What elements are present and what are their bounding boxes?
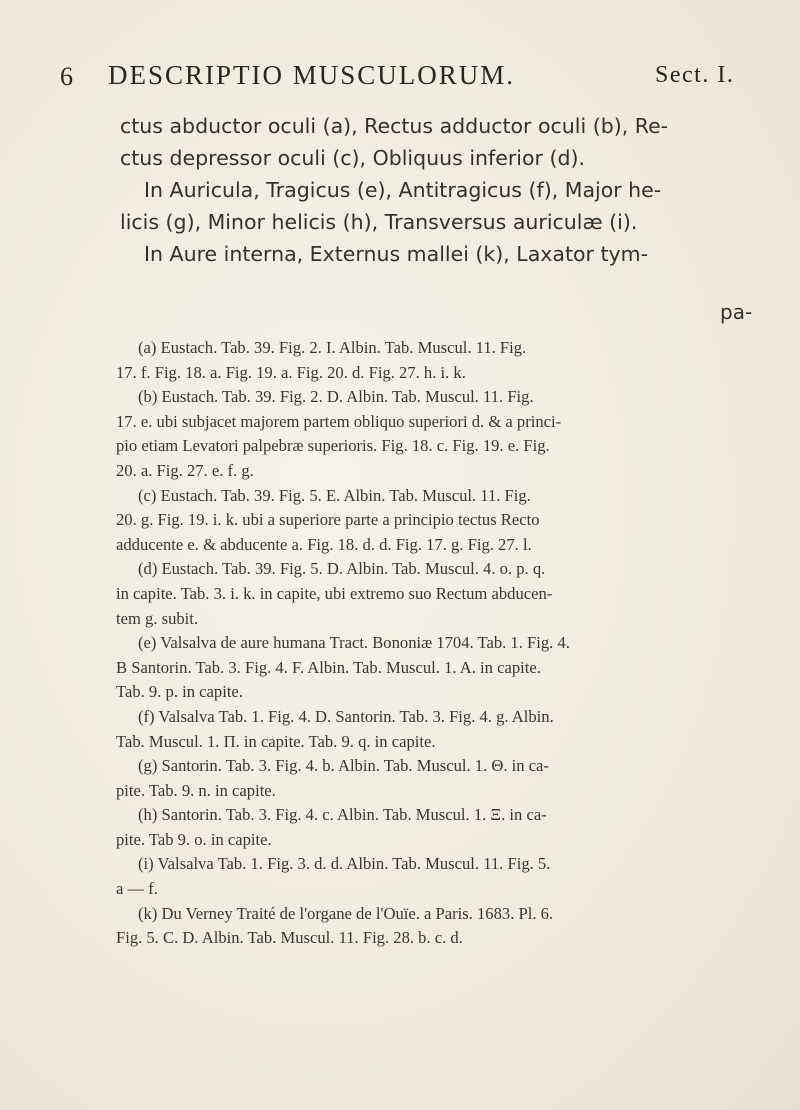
footnote-line: (k) Du Verney Traité de l'organe de l'Ouïe. a Paris. 1683. Pl. 6. (138, 903, 554, 923)
footnote-line: pio etiam Levatori palpebræ superioris. Fig. 18. c. Fig. 19. e. Fig. (116, 436, 550, 456)
body-line: ctus depressor oculi (c), Obliquus inferior (d). (120, 146, 585, 170)
footnote-line: (e) Valsalva de aure humana Tract. Bononiæ 1704. Tab. 1. Fig. 4. (138, 633, 570, 653)
footnote-line: (c) Eustach. Tab. 39. Fig. 5. E. Albin. Tab. Muscul. 11. Fig. (138, 485, 531, 505)
catchword: pa- (720, 300, 753, 324)
body-line: ctus abductor oculi (a), Rectus adductor oculi (b), Re- (120, 114, 669, 138)
footnote-line: pite. Tab. 9. n. in capite. (116, 780, 276, 800)
section-label: Sect. I. (655, 62, 735, 88)
main-text (120, 110, 760, 270)
footnote-line: (f) Valsalva Tab. 1. Fig. 4. D. Santorin. Tab. 3. Fig. 4. g. Albin. (138, 706, 554, 726)
footnote-line: 17. f. Fig. 18. a. Fig. 19. a. Fig. 20. d. Fig. 27. h. i. k. (116, 362, 466, 382)
footnote-line: in capite. Tab. 3. i. k. in capite, ubi extremo suo Rectum abducen- (116, 583, 553, 603)
footnote-line: (a) Eustach. Tab. 39. Fig. 2. I. Albin. Tab. Muscul. 11. Fig. (138, 338, 527, 357)
footnote-line: (h) Santorin. Tab. 3. Fig. 4. c. Albin. Tab. Muscul. 1. Ξ. in ca- (138, 805, 547, 825)
body-line: In Auricula, Tragicus (e), Antitragicus (f), Major he- (144, 178, 662, 202)
footnote-line: pite. Tab 9. o. in capite. (116, 829, 272, 849)
footnote-line: 20. g. Fig. 19. i. k. ubi a superiore parte a principio tectus Recto (116, 510, 540, 530)
body-line: In Aure interna, Externus mallei (k), Laxator tym- (144, 242, 649, 266)
page-number: 6 (60, 62, 73, 91)
footnote-line: a — f. (116, 879, 158, 899)
footnote-line: (b) Eustach. Tab. 39. Fig. 2. D. Albin. Tab. Muscul. 11. Fig. (138, 387, 534, 407)
footnotes (116, 336, 766, 951)
page-header (60, 58, 750, 94)
body-line: licis (g), Minor helicis (h), Transversus auriculæ (i). (120, 210, 638, 234)
footnote-line: Tab. 9. p. in capite. (116, 682, 243, 702)
footnote-line: (i) Valsalva Tab. 1. Fig. 3. d. d. Albin. Tab. Muscul. 11. Fig. 5. (138, 854, 551, 874)
footnote-line: (d) Eustach. Tab. 39. Fig. 5. D. Albin. Tab. Muscul. 4. o. p. q. (138, 559, 546, 579)
footnote-line: Fig. 5. C. D. Albin. Tab. Muscul. 11. Fig. 28. b. c. d. (116, 928, 463, 948)
footnote-line: tem g. subit. (116, 608, 199, 628)
footnote-line: Tab. Muscul. 1. Π. in capite. Tab. 9. q. in capite. (116, 731, 436, 751)
footnote-line: adducente e. & abducente a. Fig. 18. d. d. Fig. 17. g. Fig. 27. l. (116, 534, 532, 554)
running-title: DESCRIPTIO MUSCULORUM. (108, 60, 516, 90)
footnote-line: 17. e. ubi subjacet majorem partem obliquo superiori d. & a princi- (116, 411, 562, 431)
footnote-line: B Santorin. Tab. 3. Fig. 4. F. Albin. Tab. Muscul. 1. A. in capite. (116, 657, 541, 677)
footnote-line: (g) Santorin. Tab. 3. Fig. 4. b. Albin. Tab. Muscul. 1. Θ. in ca- (138, 756, 549, 776)
footnote-line: 20. a. Fig. 27. e. f. g. (116, 460, 254, 480)
